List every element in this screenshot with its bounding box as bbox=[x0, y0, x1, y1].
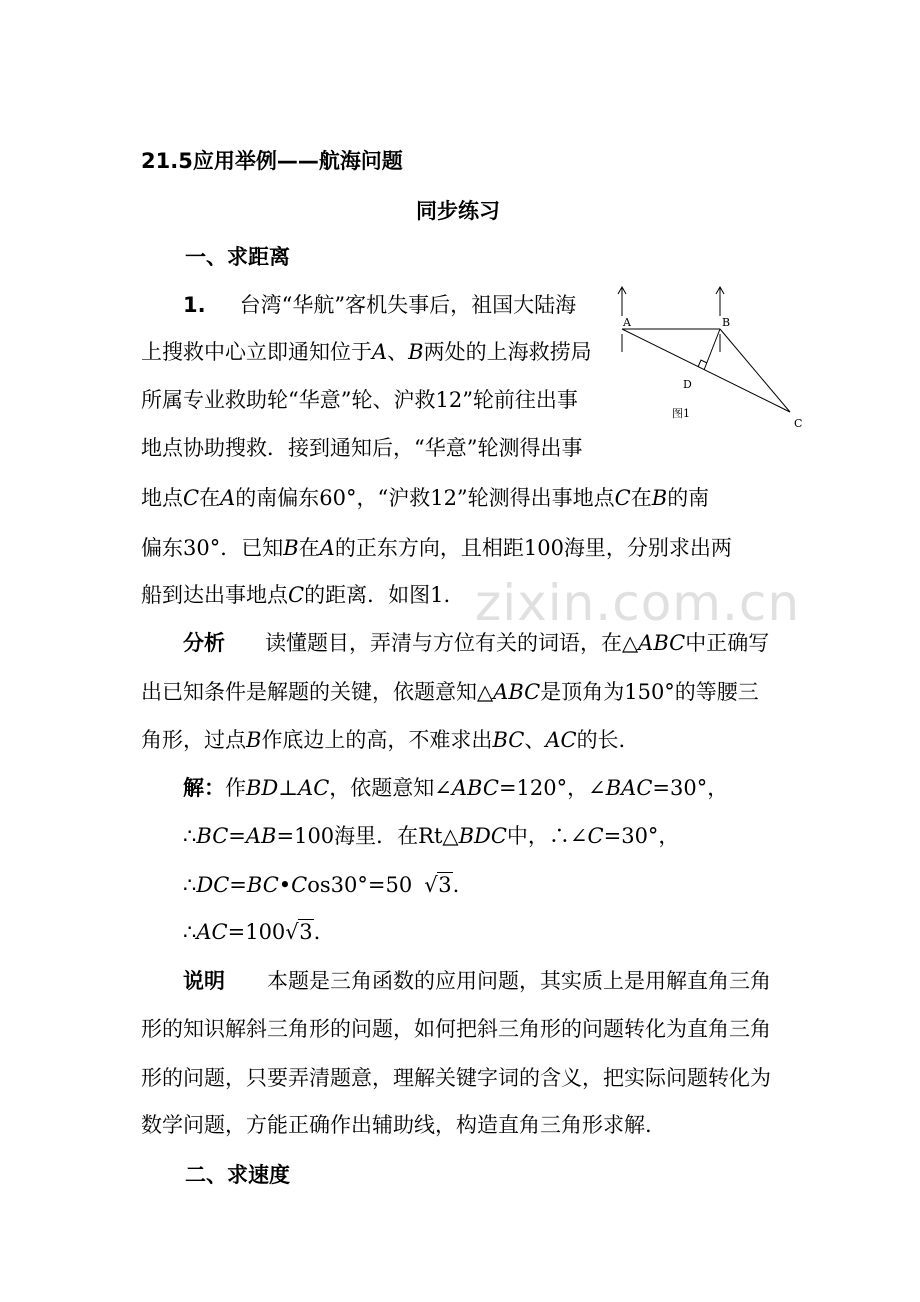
problem1-line2: 上搜救中心立即通知位于A、B两处的上海救捞局 bbox=[141, 340, 592, 364]
solution-label: 解： bbox=[183, 776, 225, 800]
analysis-line1: 分析 读懂题目，弄清与方位有关的词语，在△ABC中正确写 bbox=[183, 631, 770, 655]
watermark: zixin.com.cn bbox=[475, 574, 801, 632]
problem1-line1: 1. 台湾“华航”客机失事后，祖国大陆海 bbox=[183, 293, 577, 317]
label-c: C bbox=[794, 417, 803, 430]
segment-bd bbox=[704, 329, 720, 370]
segment-bc bbox=[720, 329, 790, 412]
analysis-line2: 出已知条件是解题的关键，依题意知△ABC是顶角为150°的等腰三 bbox=[141, 680, 759, 704]
problem1-line4: 地点协助搜救．接到通知后，“华意”轮测得出事 bbox=[141, 436, 583, 460]
problem1-line5: 地点C在A的南偏东60°，“沪救12”轮测得出事地点C在B的南 bbox=[141, 486, 710, 510]
label-a: A bbox=[623, 316, 631, 329]
note-line4: 数学问题，方能正确作出辅助线，构造直角三角形求解. bbox=[141, 1113, 652, 1137]
sqrt-three: √ 3 bbox=[424, 871, 452, 899]
analysis-label: 分析 bbox=[183, 631, 225, 655]
note-line3: 形的问题，只要弄清题意，理解关键字词的含义，把实际问题转化为 bbox=[141, 1066, 771, 1090]
figure-1-diagram bbox=[612, 284, 812, 434]
note-label: 说明 bbox=[183, 969, 225, 993]
doc-title: 21.5应用举例——航海问题 bbox=[141, 149, 403, 173]
label-d: D bbox=[683, 378, 692, 391]
note-line1: 说明 本题是三角函数的应用问题，其实质上是用解直角三角 bbox=[183, 969, 771, 993]
section-heading-speed: 二、求速度 bbox=[185, 1163, 290, 1187]
doc-subtitle: 同步练习 bbox=[416, 199, 500, 223]
sqrt-three: √ 3 bbox=[285, 918, 313, 946]
note-line2: 形的知识解斜三角形的问题，如何把斜三角形的问题转化为直角三角 bbox=[141, 1017, 771, 1041]
solution-line2: ∴BC=AB=100海里．在Rt△BDC中，∴∠C=30°， bbox=[183, 824, 680, 848]
solution-line1: 解：作BD⊥AC，依题意知∠ABC=120°，∠BAC=30°， bbox=[183, 776, 729, 800]
problem-number: 1. bbox=[183, 293, 206, 317]
section-heading-distance: 一、求距离 bbox=[185, 245, 290, 269]
problem1-line6: 偏东30°．已知B在A的正东方向，且相距100海里，分别求出两 bbox=[141, 536, 732, 560]
figure-caption: 图1 bbox=[672, 407, 690, 420]
solution-line4: ∴AC=100√ 3. bbox=[183, 918, 320, 946]
label-b: B bbox=[722, 316, 731, 329]
problem1-line7: 船到达出事地点C的距离．如图1. bbox=[141, 583, 451, 607]
analysis-line3: 角形，过点B作底边上的高，不难求出BC、AC的长. bbox=[141, 728, 626, 752]
solution-line3: ∴DC=BC•Cos30°=50√ 3. bbox=[183, 871, 459, 899]
problem1-line3: 所属专业救助轮“华意”轮、沪救12”轮前往出事 bbox=[141, 388, 578, 412]
segment-ac bbox=[622, 329, 790, 412]
